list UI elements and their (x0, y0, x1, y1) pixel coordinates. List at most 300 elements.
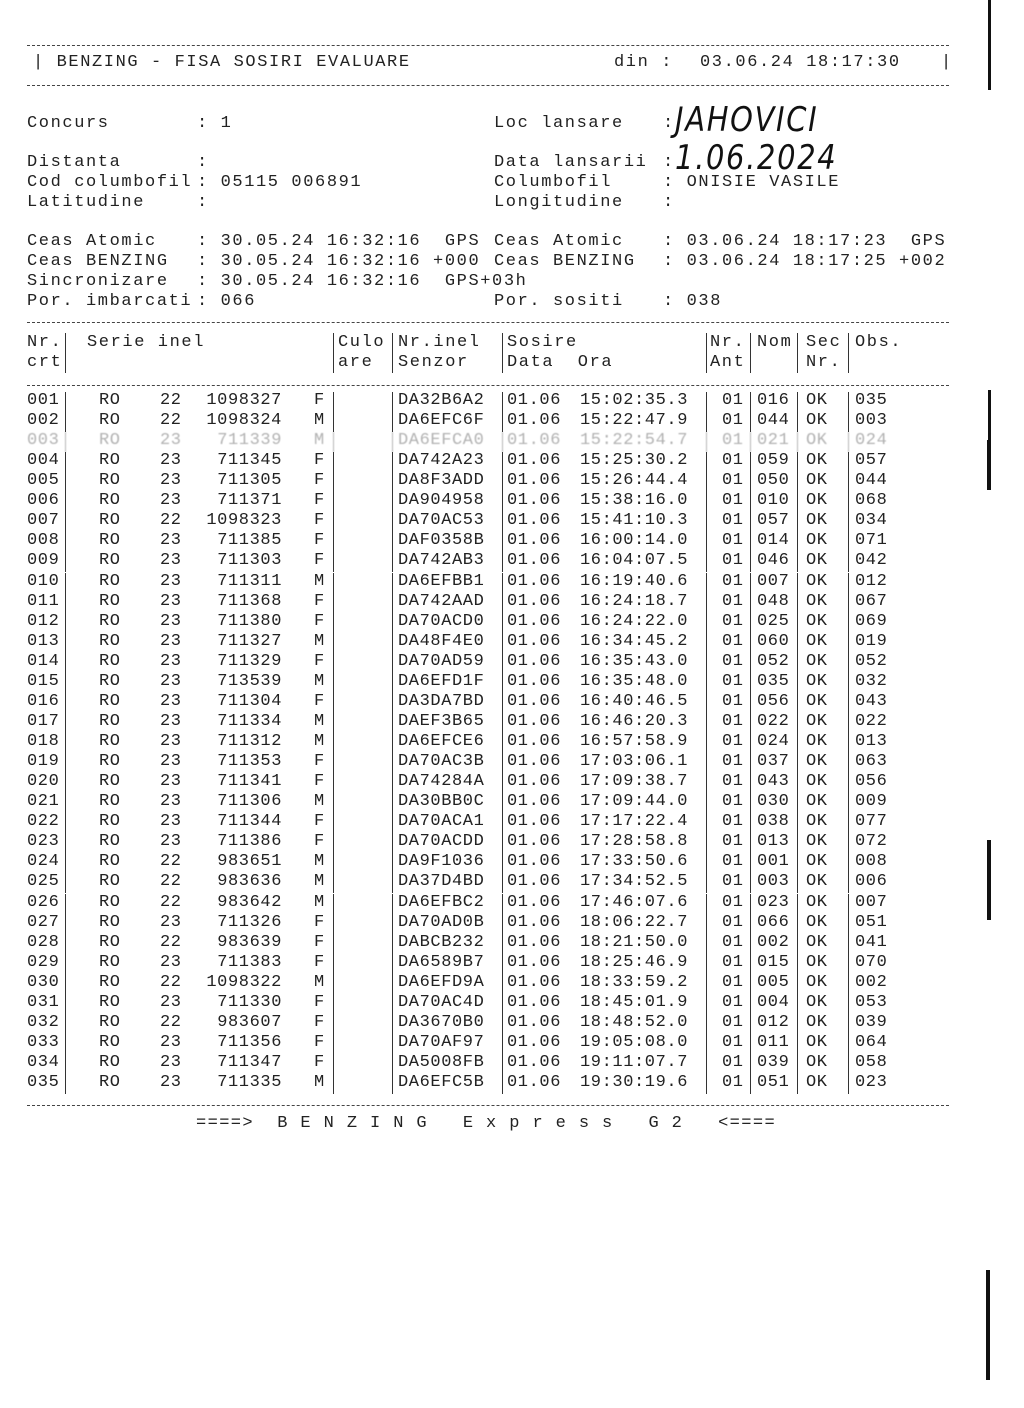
row-nom: 030 (757, 792, 790, 812)
scan-edge-mark (987, 840, 991, 920)
column-divider (750, 1014, 751, 1034)
column-divider (502, 492, 503, 512)
row-sensor: DA48F4E0 (398, 631, 485, 651)
row-sensor: DA742A23 (398, 451, 485, 471)
column-divider (750, 793, 751, 813)
row-sensor: DA3DA7BD (398, 691, 485, 711)
row-country: RO (99, 1032, 121, 1052)
column-divider (65, 813, 66, 833)
row-sex: F (314, 491, 325, 511)
footer-brand: ====> B E N Z I N G E x p r e s s G 2 <==== (196, 1114, 777, 1133)
column-divider (750, 813, 751, 833)
row-nr: 025 (27, 872, 60, 892)
column-divider (848, 472, 849, 492)
column-divider (848, 954, 849, 974)
column-divider (333, 813, 334, 833)
row-sensor: DA30BB0C (398, 792, 485, 812)
column-divider (392, 472, 393, 492)
row-nr: 024 (27, 852, 60, 872)
row-ring: 1098322 (206, 972, 282, 992)
row-time: 18:33:59.2 (580, 972, 689, 992)
row-nr: 010 (27, 571, 60, 591)
row-sensor: DA70ACDD (398, 832, 485, 852)
column-divider (848, 813, 849, 833)
row-year: 22 (160, 892, 182, 912)
col-ant: Ant (710, 353, 746, 372)
row-country: RO (99, 952, 121, 972)
row-obs: 035 (855, 391, 888, 410)
column-divider (848, 653, 849, 673)
column-divider (65, 392, 66, 412)
row-time: 17:33:50.6 (580, 852, 689, 872)
row-sex: F (314, 1032, 325, 1052)
row-sex: M (314, 631, 325, 651)
row-year: 22 (160, 972, 182, 992)
col-data-ora: Data Ora (507, 353, 614, 372)
row-year: 23 (160, 451, 182, 471)
row-sensor: DA6EFCA0 (398, 431, 485, 451)
column-divider (848, 633, 849, 653)
row-year: 23 (160, 431, 182, 451)
row-nr: 007 (27, 511, 60, 531)
row-ant: 01 (722, 772, 744, 792)
column-divider (65, 994, 66, 1014)
row-obs: 051 (855, 912, 888, 932)
row-sec: OK (806, 792, 828, 812)
row-sex: F (314, 1012, 325, 1032)
column-divider (502, 773, 503, 793)
column-divider (333, 994, 334, 1014)
column-divider (797, 593, 798, 613)
row-ant: 01 (722, 591, 744, 611)
column-divider (706, 1074, 707, 1094)
row-time: 16:46:20.3 (580, 711, 689, 731)
row-ant: 01 (722, 551, 744, 571)
row-nr: 030 (27, 972, 60, 992)
ceas-atomic-end: : 03.06.24 18:17:23 GPS (663, 232, 947, 251)
row-sec: OK (806, 391, 828, 410)
row-time: 19:05:08.0 (580, 1032, 689, 1052)
row-obs: 006 (855, 872, 888, 892)
row-date: 01.06 (507, 972, 562, 992)
row-country: RO (99, 752, 121, 772)
row-time: 18:21:50.0 (580, 932, 689, 952)
row-ant: 01 (722, 972, 744, 992)
row-nom: 066 (757, 912, 790, 932)
column-divider (848, 894, 849, 914)
column-divider (502, 552, 503, 572)
row-sex: M (314, 892, 325, 912)
column-divider (706, 653, 707, 673)
row-nr: 021 (27, 792, 60, 812)
ceas-benzing-start: : 30.05.24 16:32:16 +000 (197, 252, 481, 271)
row-obs: 077 (855, 812, 888, 832)
row-ant: 01 (722, 812, 744, 832)
row-obs: 052 (855, 651, 888, 671)
row-ant: 01 (722, 651, 744, 671)
row-time: 19:11:07.7 (580, 1052, 689, 1072)
column-divider (65, 833, 66, 853)
column-divider (502, 994, 503, 1014)
column-divider (392, 914, 393, 934)
row-country: RO (99, 431, 121, 451)
column-divider (797, 753, 798, 773)
column-divider (65, 1014, 66, 1034)
row-date: 01.06 (507, 511, 562, 531)
distanta-label: Distanta (27, 153, 122, 172)
row-sensor: DA742AAD (398, 591, 485, 611)
column-divider (750, 713, 751, 733)
column-divider (65, 773, 66, 793)
column-divider (797, 673, 798, 693)
row-country: RO (99, 972, 121, 992)
column-divider (333, 653, 334, 673)
column-divider (333, 452, 334, 472)
column-divider (750, 693, 751, 713)
row-year: 23 (160, 832, 182, 852)
row-sec: OK (806, 732, 828, 752)
col-nr-inel: Nr.inel (398, 333, 481, 352)
row-nr: 018 (27, 732, 60, 752)
column-divider (706, 693, 707, 713)
col-nr-ant: Nr. (710, 333, 746, 352)
row-sex: M (314, 732, 325, 752)
row-sensor: DA70AC4D (398, 992, 485, 1012)
column-divider (706, 1054, 707, 1074)
row-ring: 711326 (217, 912, 282, 932)
row-sex: F (314, 752, 325, 772)
row-nr: 035 (27, 1073, 60, 1093)
column-divider (848, 412, 849, 432)
divider (27, 1105, 949, 1106)
column-divider (750, 974, 751, 994)
column-divider (392, 773, 393, 793)
row-sec: OK (806, 1032, 828, 1052)
column-divider (333, 1014, 334, 1034)
column-divider (502, 432, 503, 452)
row-time: 16:35:48.0 (580, 671, 689, 691)
column-divider (797, 713, 798, 733)
column-divider (706, 853, 707, 873)
row-nr: 028 (27, 932, 60, 952)
row-nr: 019 (27, 752, 60, 772)
row-sex: M (314, 792, 325, 812)
row-country: RO (99, 852, 121, 872)
column-divider (392, 593, 393, 613)
row-sensor: DA70AC53 (398, 511, 485, 531)
row-sex: F (314, 551, 325, 571)
row-time: 17:09:44.0 (580, 792, 689, 812)
column-divider (65, 633, 66, 653)
column-divider (65, 693, 66, 713)
column-divider (797, 492, 798, 512)
column-divider (333, 954, 334, 974)
column-divider (333, 613, 334, 633)
row-sensor: DA70ACD0 (398, 611, 485, 631)
column-divider (502, 713, 503, 733)
column-divider (797, 412, 798, 432)
row-nom: 007 (757, 571, 790, 591)
column-divider (65, 934, 66, 954)
column-divider (797, 472, 798, 492)
column-divider (706, 994, 707, 1014)
column-divider (750, 432, 751, 452)
column-divider (797, 773, 798, 793)
row-ant: 01 (722, 992, 744, 1012)
row-ant: 01 (722, 631, 744, 651)
row-ring: 983642 (217, 892, 282, 912)
row-ring: 711330 (217, 992, 282, 1012)
row-nr: 023 (27, 832, 60, 852)
row-sec: OK (806, 631, 828, 651)
column-divider (502, 693, 503, 713)
row-obs: 063 (855, 752, 888, 772)
column-divider (392, 894, 393, 914)
column-divider (750, 673, 751, 693)
row-time: 17:34:52.5 (580, 872, 689, 892)
column-divider (392, 853, 393, 873)
row-obs: 008 (855, 852, 888, 872)
column-divider (848, 733, 849, 753)
row-nom: 023 (757, 892, 790, 912)
col-sosire: Sosire (507, 333, 578, 352)
column-divider (750, 934, 751, 954)
row-time: 16:00:14.0 (580, 531, 689, 551)
row-sec: OK (806, 752, 828, 772)
column-divider (706, 773, 707, 793)
row-ring: 711334 (217, 711, 282, 731)
column-divider (706, 512, 707, 532)
column-divider (65, 713, 66, 733)
row-sec: OK (806, 471, 828, 491)
distanta-value: : (197, 153, 209, 172)
column-divider (65, 873, 66, 893)
column-divider (706, 1034, 707, 1054)
row-sex: F (314, 531, 325, 551)
latitudine-value: : (197, 193, 209, 212)
ceas-atomic-label: Ceas Atomic (27, 232, 157, 251)
column-divider (502, 633, 503, 653)
column-divider (706, 733, 707, 753)
row-ant: 01 (722, 1073, 744, 1093)
row-nr: 005 (27, 471, 60, 491)
column-divider (797, 532, 798, 552)
row-country: RO (99, 471, 121, 491)
column-divider (797, 954, 798, 974)
column-divider (65, 492, 66, 512)
row-country: RO (99, 872, 121, 892)
ceas-benzing-label: Ceas BENZING (27, 252, 169, 271)
column-divider (502, 793, 503, 813)
row-country: RO (99, 511, 121, 531)
row-country: RO (99, 1073, 121, 1093)
row-year: 23 (160, 671, 182, 691)
row-year: 23 (160, 651, 182, 671)
column-divider (706, 452, 707, 472)
column-divider (502, 853, 503, 873)
column-divider (333, 1034, 334, 1054)
row-nr: 003 (27, 431, 60, 451)
row-sec: OK (806, 551, 828, 571)
row-nom: 038 (757, 812, 790, 832)
column-divider (65, 512, 66, 532)
row-nom: 003 (757, 872, 790, 892)
row-year: 22 (160, 1012, 182, 1032)
row-nr: 001 (27, 391, 60, 410)
row-year: 23 (160, 551, 182, 571)
row-year: 23 (160, 491, 182, 511)
row-time: 17:17:22.4 (580, 812, 689, 832)
row-sec: OK (806, 411, 828, 431)
row-sex: F (314, 691, 325, 711)
column-divider (333, 532, 334, 552)
columbofil-label: Columbofil (494, 173, 613, 192)
row-sensor: DA6EFBC2 (398, 892, 485, 912)
column-divider (797, 934, 798, 954)
row-obs: 012 (855, 571, 888, 591)
column-divider (65, 472, 66, 492)
row-ant: 01 (722, 391, 744, 410)
column-divider (706, 633, 707, 653)
row-nom: 044 (757, 411, 790, 431)
row-country: RO (99, 611, 121, 631)
row-sec: OK (806, 491, 828, 511)
column-divider (797, 693, 798, 713)
column-divider (750, 1074, 751, 1094)
longitudine-value: : (663, 193, 675, 212)
row-ring: 1098323 (206, 511, 282, 531)
column-divider (65, 593, 66, 613)
column-divider (65, 613, 66, 633)
row-ant: 01 (722, 912, 744, 932)
imbarcati-value: : 066 (197, 292, 257, 311)
column-divider (392, 833, 393, 853)
column-divider (797, 733, 798, 753)
column-divider (750, 613, 751, 633)
row-country: RO (99, 932, 121, 952)
row-ring: 711305 (217, 471, 282, 491)
cod-value: : 05115 006891 (197, 173, 363, 192)
ceas-benzing-end: : 03.06.24 18:17:25 +002 (663, 252, 947, 271)
column-divider (502, 472, 503, 492)
row-sec: OK (806, 972, 828, 992)
column-divider (502, 392, 503, 412)
row-sec: OK (806, 832, 828, 852)
row-sex: M (314, 1073, 325, 1093)
row-nr: 026 (27, 892, 60, 912)
column-divider (502, 412, 503, 432)
column-divider (848, 1074, 849, 1094)
divider (27, 45, 949, 46)
column-divider (65, 753, 66, 773)
column-divider (333, 853, 334, 873)
row-nom: 056 (757, 691, 790, 711)
column-divider (848, 693, 849, 713)
row-time: 16:34:45.2 (580, 631, 689, 651)
row-sec: OK (806, 711, 828, 731)
column-divider (502, 914, 503, 934)
column-divider (333, 412, 334, 432)
column-divider (502, 753, 503, 773)
column-divider (502, 532, 503, 552)
column-divider (706, 753, 707, 773)
row-nr: 034 (27, 1052, 60, 1072)
row-year: 22 (160, 932, 182, 952)
row-ant: 01 (722, 431, 744, 451)
ceas-atomic-label-right: Ceas Atomic (494, 232, 624, 251)
row-obs: 039 (855, 1012, 888, 1032)
column-divider (848, 713, 849, 733)
column-divider (797, 432, 798, 452)
column-divider (333, 573, 334, 593)
column-divider (65, 1054, 66, 1074)
column-divider (848, 673, 849, 693)
print-date: 03.06.24 18:17:30 (700, 53, 901, 72)
row-time: 17:03:06.1 (580, 752, 689, 772)
row-ring: 711312 (217, 732, 282, 752)
row-ring: 711329 (217, 651, 282, 671)
row-sec: OK (806, 812, 828, 832)
column-divider (848, 392, 849, 412)
column-divider (65, 853, 66, 873)
row-nom: 013 (757, 832, 790, 852)
column-divider (848, 593, 849, 613)
row-date: 01.06 (507, 411, 562, 431)
column-divider (706, 492, 707, 512)
column-divider (333, 593, 334, 613)
column-divider (797, 833, 798, 853)
column-divider (848, 873, 849, 893)
row-sex: F (314, 952, 325, 972)
row-country: RO (99, 651, 121, 671)
row-ant: 01 (722, 892, 744, 912)
row-obs: 044 (855, 471, 888, 491)
row-nr: 004 (27, 451, 60, 471)
column-divider (502, 954, 503, 974)
column-divider (848, 532, 849, 552)
row-obs: 053 (855, 992, 888, 1012)
column-divider (502, 813, 503, 833)
row-sensor: DABCB232 (398, 932, 485, 952)
row-ring: 711368 (217, 591, 282, 611)
row-nom: 057 (757, 511, 790, 531)
row-country: RO (99, 812, 121, 832)
scan-edge-mark (988, 390, 991, 440)
row-time: 15:22:47.9 (580, 411, 689, 431)
row-obs: 022 (855, 711, 888, 731)
column-divider (392, 552, 393, 572)
divider (27, 322, 949, 323)
row-nom: 005 (757, 972, 790, 992)
row-ring: 711380 (217, 611, 282, 631)
row-ant: 01 (722, 792, 744, 812)
row-date: 01.06 (507, 571, 562, 591)
row-ring: 983639 (217, 932, 282, 952)
row-year: 23 (160, 992, 182, 1012)
row-obs: 067 (855, 591, 888, 611)
row-ring: 983651 (217, 852, 282, 872)
col-culoare-2: are (338, 353, 374, 372)
column-divider (392, 713, 393, 733)
column-divider (392, 813, 393, 833)
row-ring: 713539 (217, 671, 282, 691)
row-ring: 711385 (217, 531, 282, 551)
column-divider (333, 934, 334, 954)
row-sensor: DA32B6A2 (398, 391, 485, 410)
column-divider (750, 1034, 751, 1054)
row-country: RO (99, 711, 121, 731)
column-divider (706, 954, 707, 974)
